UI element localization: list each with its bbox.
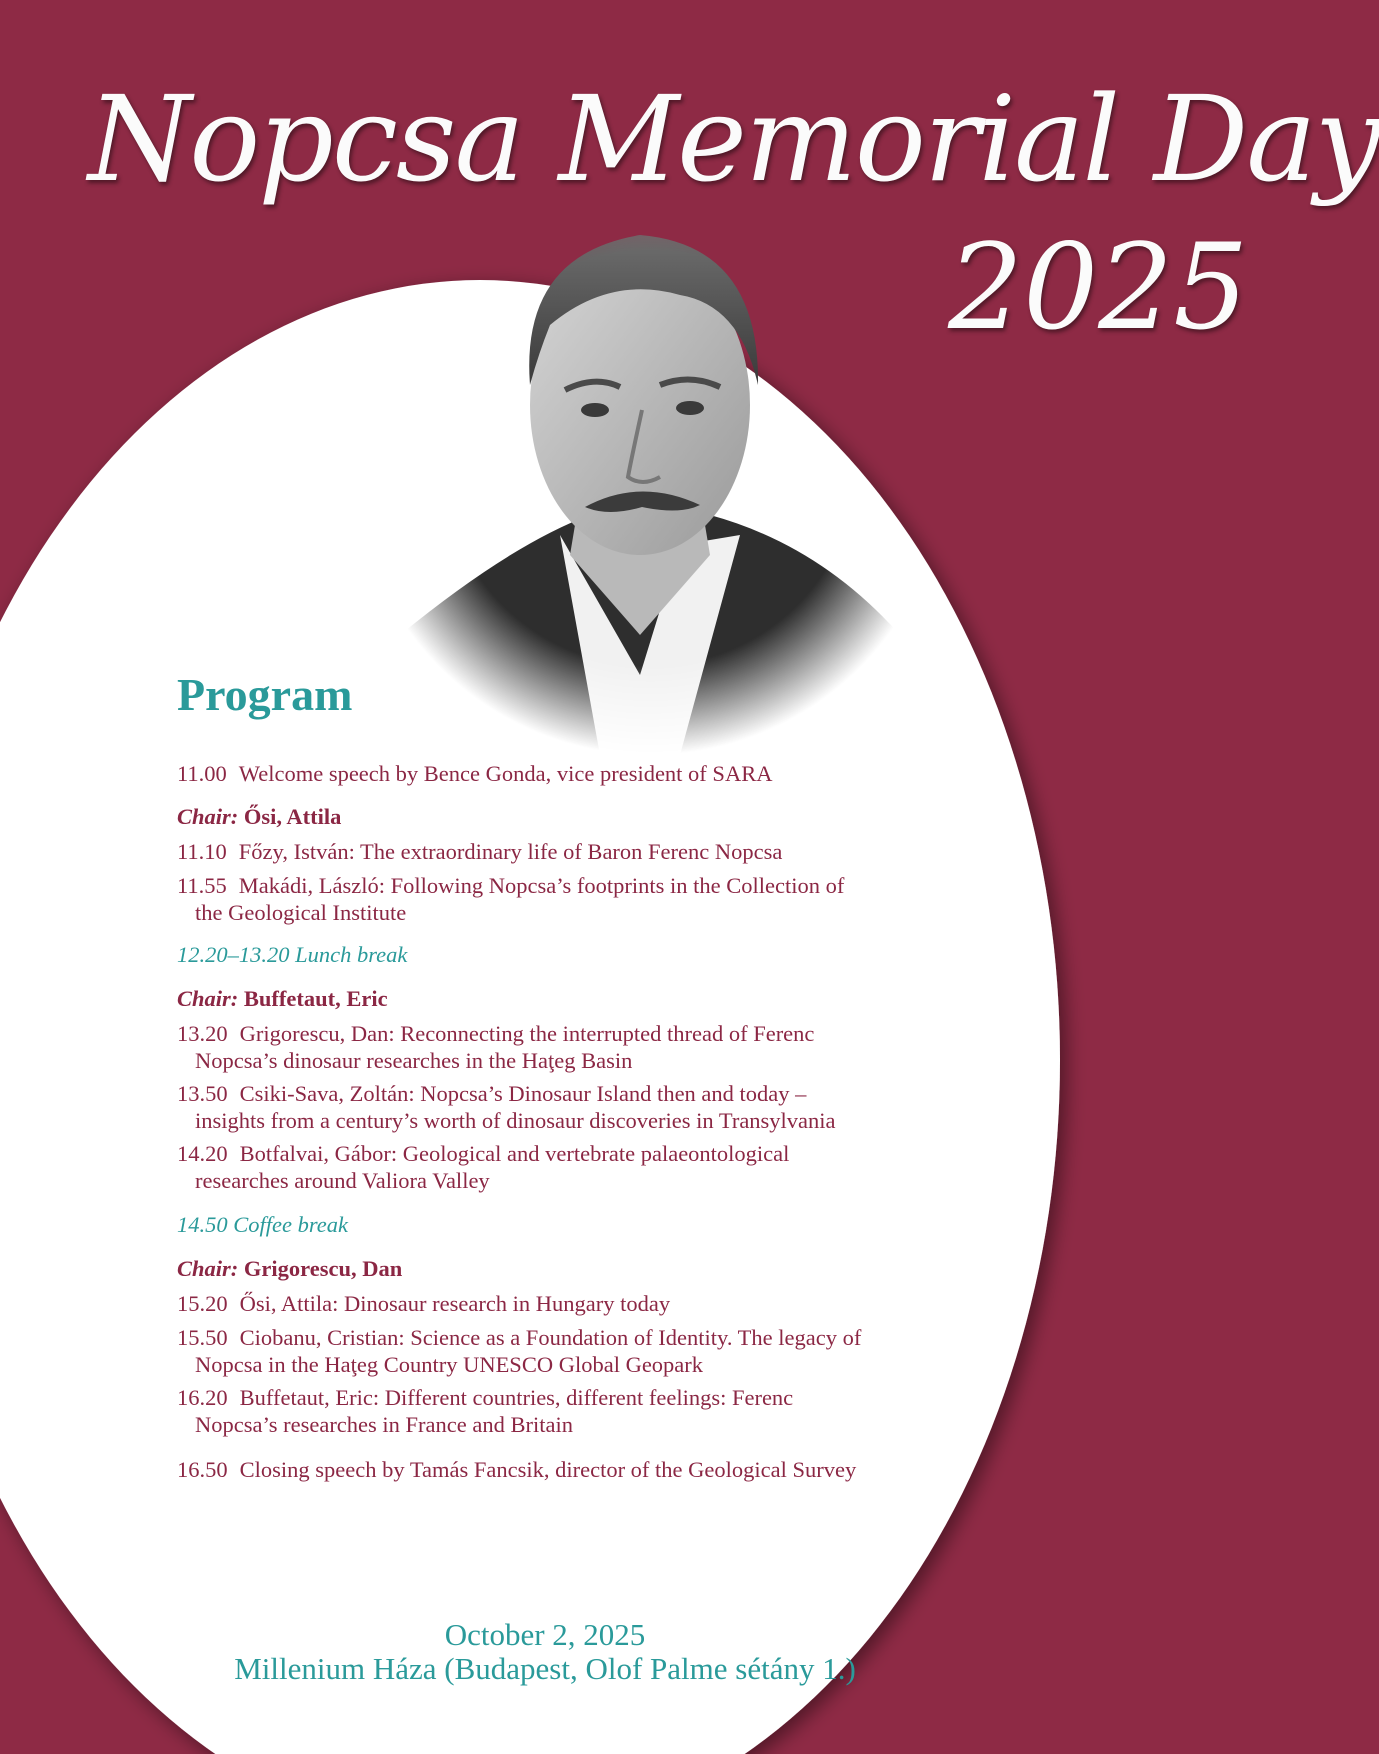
event-year: 2025	[948, 218, 1249, 356]
program-item-1650: 16.50 Closing speech by Tamás Fancsik, director of the Geological Survey	[177, 1457, 857, 1482]
chair-osi-attila: Chair: Ősi, Attila	[177, 804, 342, 829]
chair-grigorescu-dan: Chair: Grigorescu, Dan	[177, 1256, 403, 1281]
coffee-break: 14.50 Coffee break	[177, 1212, 349, 1237]
program-item-1620: 16.20 Buffetaut, Eric: Different countries, different feelings: Ferenc Nopcsa’s researches in France and Britain	[177, 1385, 794, 1437]
program-item-1350: 13.50 Csiki-Sava, Zoltán: Nopcsa’s Dinosaur Island then and today – insights from a century’s worth of dinosaur discoveries in Transylvania	[177, 1081, 836, 1133]
portrait-photo	[380, 215, 920, 755]
program-item-1110: 11.10 Főzy, István: The extraordinary life of Baron Ferenc Nopcsa	[177, 839, 783, 864]
program-item-1100: 11.00 Welcome speech by Bence Gonda, vice president of SARA	[177, 761, 773, 786]
event-title: Nopcsa Memorial Day	[88, 70, 1379, 208]
event-date: October 2, 2025	[444, 1617, 646, 1652]
event-footer	[0, 1618, 1090, 1686]
program-item-1420: 14.20 Botfalvai, Gábor: Geological and vertebrate palaeontological researches around Valiora Valley	[177, 1141, 790, 1193]
program-item-1155: 11.55 Makádi, László: Following Nopcsa’s footprints in the Collection of the Geological Institute	[177, 873, 845, 925]
chair-buffetaut-eric: Chair: Buffetaut, Eric	[177, 986, 388, 1011]
lunch-break: 12.20–13.20 Lunch break	[177, 942, 408, 967]
program-item-1320: 13.20 Grigorescu, Dan: Reconnecting the interrupted thread of Ferenc Nopcsa’s dinosaur researches in the Haţeg Basin	[177, 1021, 815, 1073]
program-heading: Program	[177, 669, 353, 720]
program-item-1550: 15.50 Ciobanu, Cristian: Science as a Foundation of Identity. The legacy of Nopcsa in the Haţeg Country UNESCO Global Geopark	[177, 1325, 862, 1377]
event-venue: Millenium Háza (Budapest, Olof Palme sétány 1.)	[234, 1651, 856, 1686]
program-item-1520: 15.20 Ősi, Attila: Dinosaur research in Hungary today	[177, 1291, 671, 1316]
